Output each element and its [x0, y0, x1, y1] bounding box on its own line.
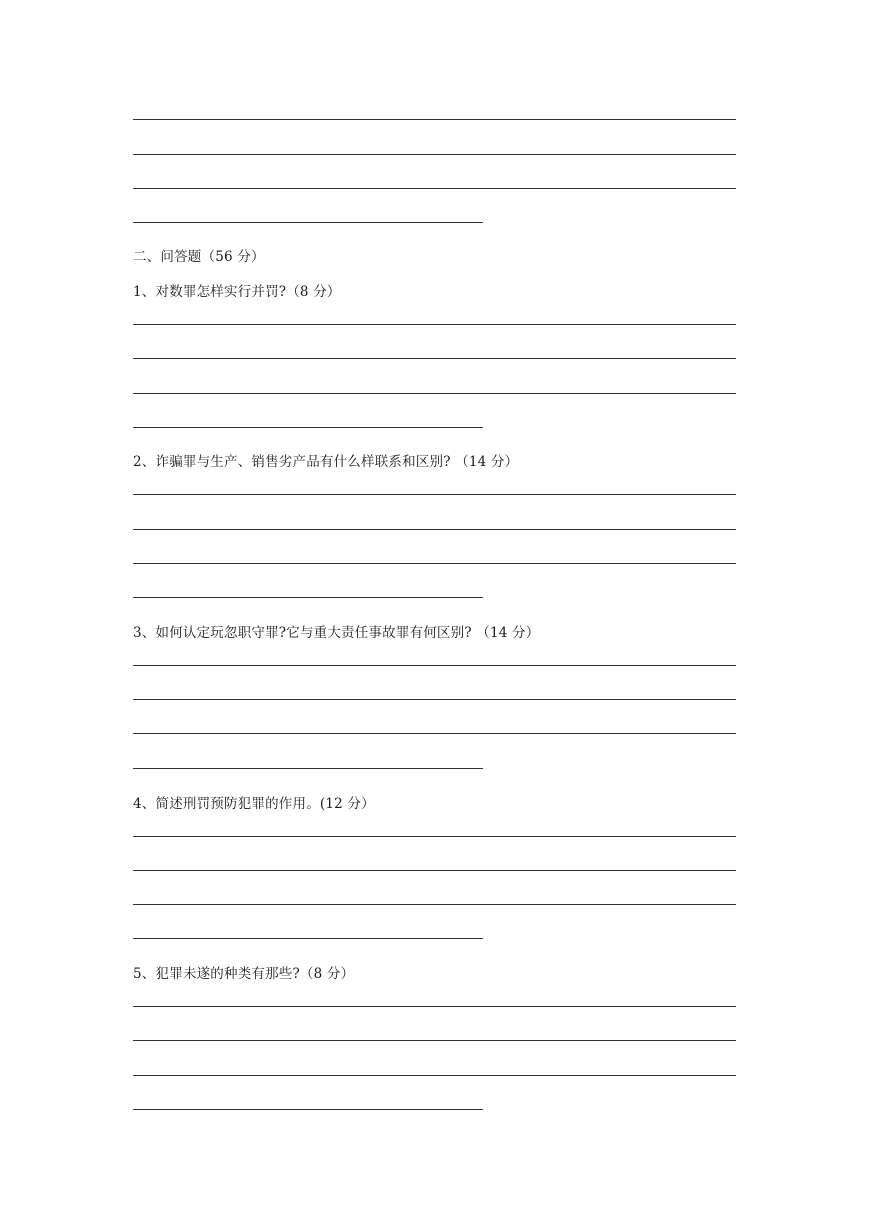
answer-line — [133, 1040, 736, 1041]
question-1: 1、对数罪怎样实行并罚?（8 分） — [133, 284, 341, 300]
answer-line — [133, 529, 736, 530]
answer-line — [133, 870, 736, 871]
answer-line — [133, 699, 736, 700]
answer-line — [133, 393, 736, 394]
answer-line — [133, 904, 736, 905]
answer-line — [133, 563, 736, 564]
question-3: 3、如何认定玩忽职守罪?它与重大责任事故罪有何区别? （14 分） — [133, 625, 540, 641]
answer-line — [133, 597, 483, 598]
answer-line — [133, 494, 736, 495]
question-4: 4、简述刑罚预防犯罪的作用。(12 分） — [133, 796, 375, 812]
section-title: 二、问答题（56 分） — [133, 249, 265, 265]
answer-line — [133, 938, 483, 939]
answer-line — [133, 1075, 736, 1076]
answer-line — [133, 836, 736, 837]
answer-line — [133, 1109, 483, 1110]
answer-line — [133, 1006, 736, 1007]
answer-line — [133, 188, 736, 189]
answer-line — [133, 222, 483, 223]
answer-line — [133, 427, 483, 428]
answer-line — [133, 665, 736, 666]
answer-line — [133, 358, 736, 359]
answer-line — [133, 324, 736, 325]
answer-line — [133, 768, 483, 769]
question-5: 5、犯罪未遂的种类有那些?（8 分） — [133, 966, 355, 982]
answer-line — [133, 154, 736, 155]
answer-line — [133, 733, 736, 734]
question-2: 2、诈骗罪与生产、销售劣产品有什么样联系和区别? （14 分） — [133, 454, 519, 470]
answer-line — [133, 119, 736, 120]
